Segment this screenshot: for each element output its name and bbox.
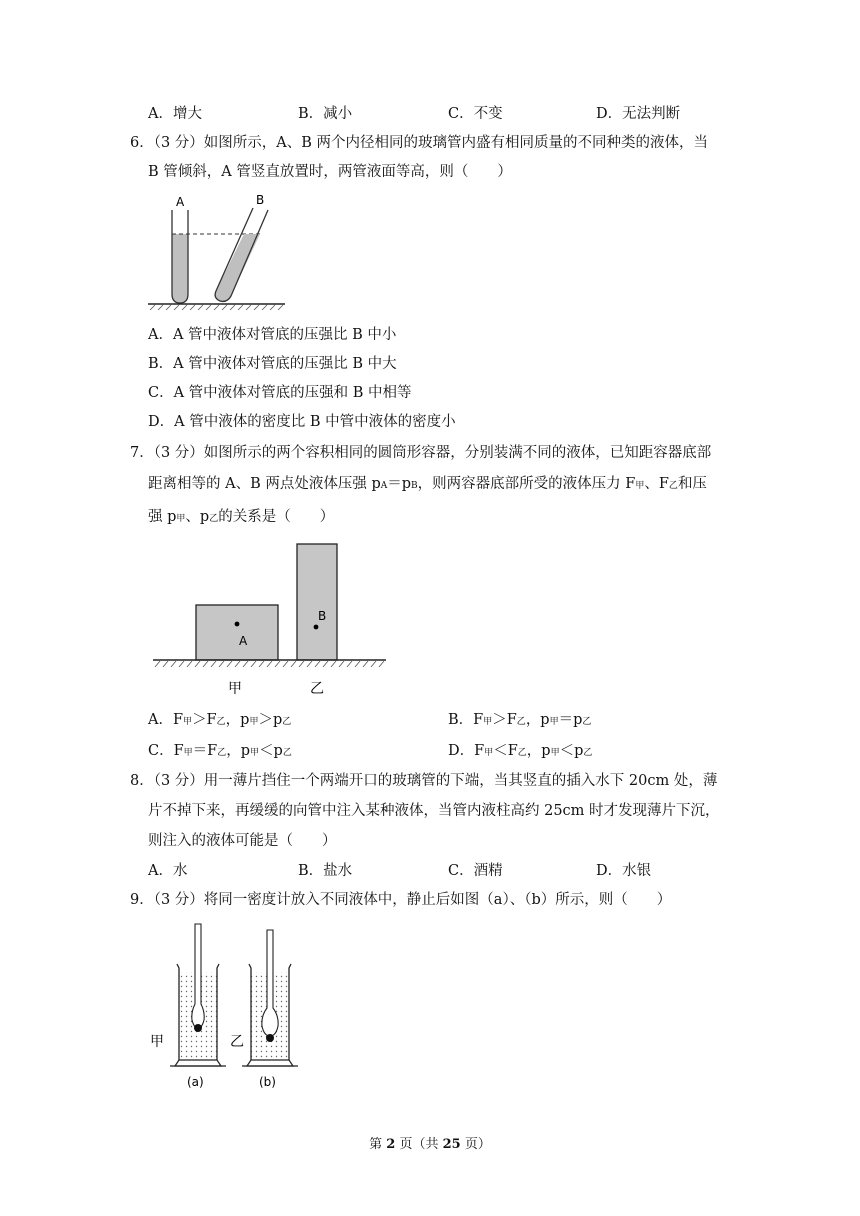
q5-option-b: B．减小 xyxy=(298,106,353,122)
q6-figure-tubes xyxy=(145,190,295,315)
q9-label-yi: 乙 xyxy=(230,1034,244,1050)
page-total: 25 xyxy=(442,1137,461,1152)
q8-stem-line2: 片不掉下来，再缓缓的向管中注入某种液体，当管内液柱高约 25cm 时才发现薄片下沉， xyxy=(148,803,720,819)
q8-option-a: A．水 xyxy=(148,863,188,879)
q7-ground-hatch xyxy=(155,661,384,667)
q8-stem-line1: 8．（3 分）用一薄片挡住一个两端开口的玻璃管的下端，当其竖直的插入水下 20cm 处，薄 xyxy=(130,773,718,789)
q6-ground-hatch xyxy=(150,305,283,310)
q6-option-d: D．A 管中液体的密度比 B 中管中液体的密度小 xyxy=(148,414,456,430)
q6-stem-line1: 6．（3 分）如图所示，A、B 两个内径相同的玻璃管内盛有相同质量的不同种类的液体，当 xyxy=(130,135,709,151)
q5-option-c: C．不变 xyxy=(448,106,503,122)
q7-point-a xyxy=(235,622,240,627)
q9-label-a: (a) xyxy=(187,1075,204,1089)
q9-label-jia: 甲 xyxy=(150,1034,164,1050)
q6-fig-label-a: A xyxy=(176,195,185,209)
page-footer: 第 2 页（共 25 页） xyxy=(369,1137,491,1152)
q9-hydrometer-b-bulb xyxy=(266,1034,274,1042)
q7-point-b xyxy=(314,625,319,630)
q9-label-b: (b) xyxy=(259,1075,276,1089)
q6-option-b: B．A 管中液体对管底的压强比 B 中大 xyxy=(148,356,397,372)
q7-option-a: A．F甲＞F乙，p甲＞p乙 xyxy=(148,712,292,728)
q9-beaker-a-base xyxy=(175,1060,221,1066)
page-number: 2 xyxy=(386,1137,396,1152)
q6-stem-line2: B 管倾斜，A 管竖直放置时，两管液面等高，则（ ） xyxy=(148,164,512,180)
q7-label-jia: 甲 xyxy=(228,681,242,697)
q7-stem-line1: 7．（3 分）如图所示的两个容积相同的圆筒形容器，分别装满不同的液体，已知距容器底部 xyxy=(130,445,712,461)
q8-option-c: C．酒精 xyxy=(448,863,503,879)
q9-beaker-b-base xyxy=(247,1060,293,1066)
q7-stem-line3: 强 p甲、p乙的关系是（ ） xyxy=(148,509,335,525)
q6-tube-a-liquid xyxy=(172,234,188,303)
q8-option-d: D．水银 xyxy=(596,863,652,879)
q7-container-jia xyxy=(196,605,278,660)
q7-container-yi xyxy=(297,544,337,660)
q6-fig-label-b: B xyxy=(256,193,265,207)
q7-label-b: B xyxy=(318,609,327,623)
q8-stem-line3: 则注入的液体可能是（ ） xyxy=(148,833,337,849)
q5-option-d: D．无法判断 xyxy=(596,106,681,122)
q9-stem-line1: 9．（3 分）将同一密度计放入不同液体中，静止后如图（a）、（b）所示，则（ ） xyxy=(130,892,672,908)
q6-option-a: A．A 管中液体对管底的压强比 B 中小 xyxy=(148,327,397,343)
q7-label-yi: 乙 xyxy=(310,681,324,697)
q7-stem-line2: 距离相等的 A、B 两点处液体压强 pA＝pB，则两容器底部所受的液体压力 F甲、F乙和压 xyxy=(148,476,707,492)
q7-option-b: B．F甲＞F乙，p甲＝p乙 xyxy=(448,712,592,728)
q5-option-a: A．增大 xyxy=(148,106,202,122)
q9-hydrometer-a-bulb xyxy=(194,1024,202,1032)
q7-label-a: A xyxy=(239,634,248,648)
q9-figure-hydrometers xyxy=(150,920,310,1090)
q7-option-c: C．F甲＝F乙，p甲＜p乙 xyxy=(148,743,292,759)
q8-option-b: B．盐水 xyxy=(298,863,353,879)
q7-option-d: D．F甲＜F乙，p甲＜p乙 xyxy=(448,743,593,759)
q7-figure-containers xyxy=(150,540,390,700)
q6-option-c: C．A 管中液体对管底的压强和 B 中相等 xyxy=(148,385,412,401)
